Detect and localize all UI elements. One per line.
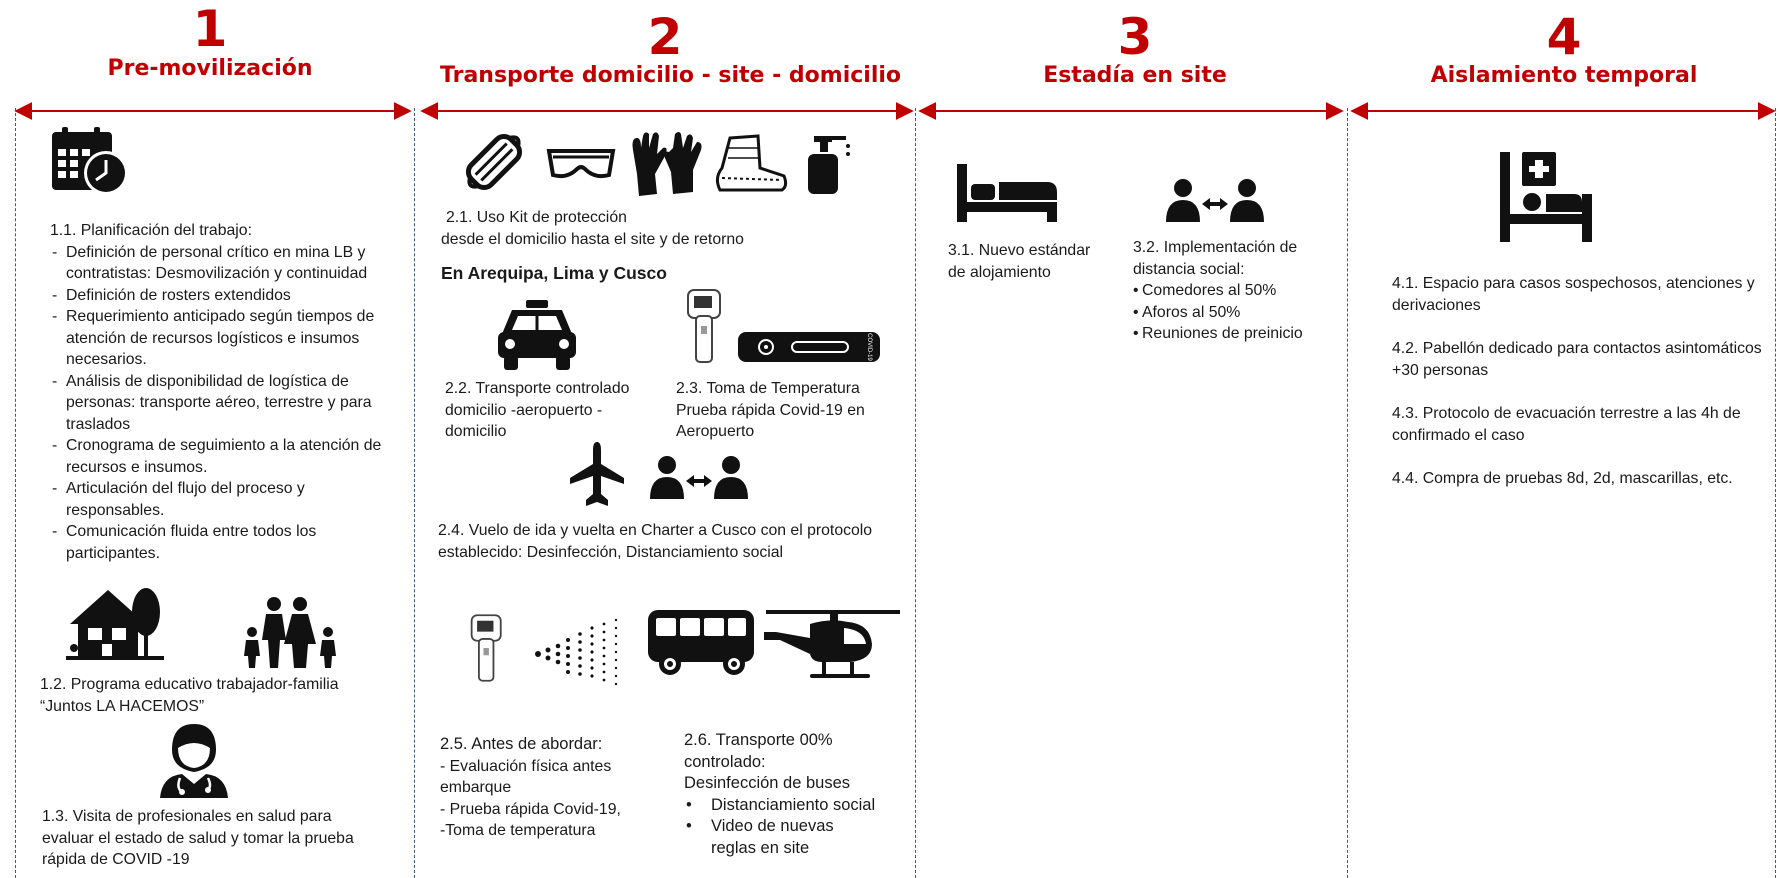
hospital-bed-icon [1498, 150, 1594, 244]
divider-left [15, 108, 16, 878]
list-item: • Distanciamiento social [684, 795, 909, 817]
goggles-icon [545, 145, 617, 185]
social-distance-icon [1166, 178, 1264, 224]
stage-4-title: Aislamiento temporal [1430, 63, 1698, 88]
section-2-1 [441, 207, 911, 250]
stage-4-number: 4 [1546, 8, 1582, 66]
section-4-4: 4.4. Compra de pruebas 8d, 2d, mascarillas, etc. [1392, 470, 1733, 487]
section-2-2-text: 2.2. Transporte controlado domicilio -aeropuerto - domicilio [445, 380, 630, 440]
section-2-5-title: 2.5. Antes de abordar: [440, 735, 603, 753]
section-2-1-line1: 2.1. Uso Kit de protección [446, 209, 627, 226]
stage-1-number: 1 [192, 0, 228, 58]
section-3-2-title: 3.2. Implementación de distancia social: [1133, 239, 1298, 278]
list-item: - Análisis de disponibilidad de logística de personas: transporte aéreo, terrestre y para traslados [50, 371, 395, 436]
stage-2-number: 2 [647, 8, 683, 66]
stage-span-arrows [0, 100, 1780, 124]
section-4-3: 4.3. Protocolo de evacuación terrestre a las 4h de confirmado el caso [1392, 405, 1741, 444]
section-2-4-text: 2.4. Vuelo de ida y vuelta en Charter a Cusco con el protocolo establecido: Desinfección, Distanciamiento social [438, 522, 873, 561]
section-2-4 [438, 520, 878, 563]
disinfection-spray-icon [534, 616, 624, 692]
section-1-3-text: 1.3. Visita de profesionales en salud para evaluar el estado de salud y tomar la prueba rápida de COVID -19 [42, 808, 354, 868]
bed-icon [955, 162, 1059, 224]
section-3-1-text: 3.1. Nuevo estándar de alojamiento [948, 242, 1091, 281]
section-2-5 [440, 734, 650, 842]
section-2-3-text: 2.3. Toma de Temperatura Prueba rápida Covid-19 en Aeropuerto [676, 380, 865, 440]
section-2-6-list [684, 795, 909, 860]
thermometer-gun-icon [684, 286, 728, 366]
stage-2-title: Transporte domicilio - site - domicilio [440, 63, 902, 88]
calendar-clock-icon [50, 127, 130, 197]
rapid-test-icon [736, 330, 882, 364]
doctor-icon [158, 722, 230, 798]
section-2-5-item-a: - Evaluación física antes embarque [440, 757, 612, 796]
list-item: - Cronograma de seguimiento a la atención de recursos e insumos. [50, 435, 395, 478]
divider-2-3 [915, 108, 916, 878]
section-4-2: 4.2. Pabellón dedicado para contactos asintomáticos +30 personas [1392, 340, 1762, 379]
section-3-2-list [1133, 280, 1333, 345]
section-2-6-title: 2.6. Transporte 00% controlado: [684, 731, 833, 771]
stage-1-title: Pre-movilización [107, 56, 313, 81]
list-item: - Definición de rosters extendidos [50, 285, 395, 307]
section-1-1-list [50, 242, 395, 565]
list-item: • Aforos al 50% [1133, 302, 1333, 324]
list-item: - Comunicación fluida entre todos los participantes. [50, 521, 395, 564]
list-item: - Articulación del flujo del proceso y responsables. [50, 478, 395, 521]
divider-right [1775, 108, 1776, 878]
stage-3-title: Estadía en site [1043, 63, 1227, 88]
sanitizer-icon [804, 132, 852, 196]
section-3-1 [948, 240, 1108, 283]
section-4-items [1392, 273, 1762, 490]
shoe-cover-icon [712, 128, 790, 200]
list-item: • Video de nuevas reglas en site [684, 816, 871, 859]
section-1-1 [50, 220, 395, 564]
region-heading: En Arequipa, Lima y Cusco [441, 263, 667, 283]
taxi-icon [496, 298, 578, 372]
section-2-5-item-c: -Toma de temperatura [440, 822, 596, 839]
house-icon [66, 584, 166, 662]
section-2-6 [684, 730, 909, 859]
rapid-test-label: COVID-19 [866, 333, 872, 361]
family-icon [240, 594, 350, 670]
section-2-2 [445, 378, 660, 443]
divider-1-2 [414, 108, 415, 878]
list-item: - Requerimiento anticipado según tiempos de atención de recursos logísticos e insumos necesarios. [50, 306, 395, 371]
gloves-icon [627, 130, 705, 198]
section-1-2-line2: “Juntos LA HACEMOS” [40, 697, 205, 715]
section-1-1-title: 1.1. Planificación del trabajo: [50, 222, 252, 239]
section-2-6-sub: Desinfección de buses [684, 774, 851, 792]
section-1-2-line1: 1.2. Programa educativo trabajador-familia [40, 676, 339, 693]
airplane-icon [568, 440, 626, 508]
stage-3-number: 3 [1117, 8, 1153, 66]
section-4-1: 4.1. Espacio para casos sospechosos, atenciones y derivaciones [1392, 275, 1755, 314]
section-2-5-item-b: - Prueba rápida Covid-19, [440, 800, 621, 818]
bus-icon [646, 608, 756, 676]
section-1-3 [42, 806, 387, 871]
social-distance-icon [650, 455, 748, 501]
section-3-2 [1133, 237, 1333, 345]
list-item: • Comedores al 50% [1133, 280, 1333, 302]
section-2-1-line2: desde el domicilio hasta el site y de retorno [441, 230, 744, 248]
list-item: - Definición de personal crítico en mina LB y contratistas: Desmovilización y continuidad [50, 242, 395, 285]
mask-icon [458, 128, 530, 196]
section-2-3 [676, 378, 901, 443]
section-1-2 [40, 674, 410, 717]
list-item: • Reuniones de preinicio [1133, 323, 1333, 345]
thermometer-gun-icon [468, 606, 508, 690]
helicopter-icon [760, 604, 906, 686]
divider-3-4 [1347, 108, 1348, 878]
